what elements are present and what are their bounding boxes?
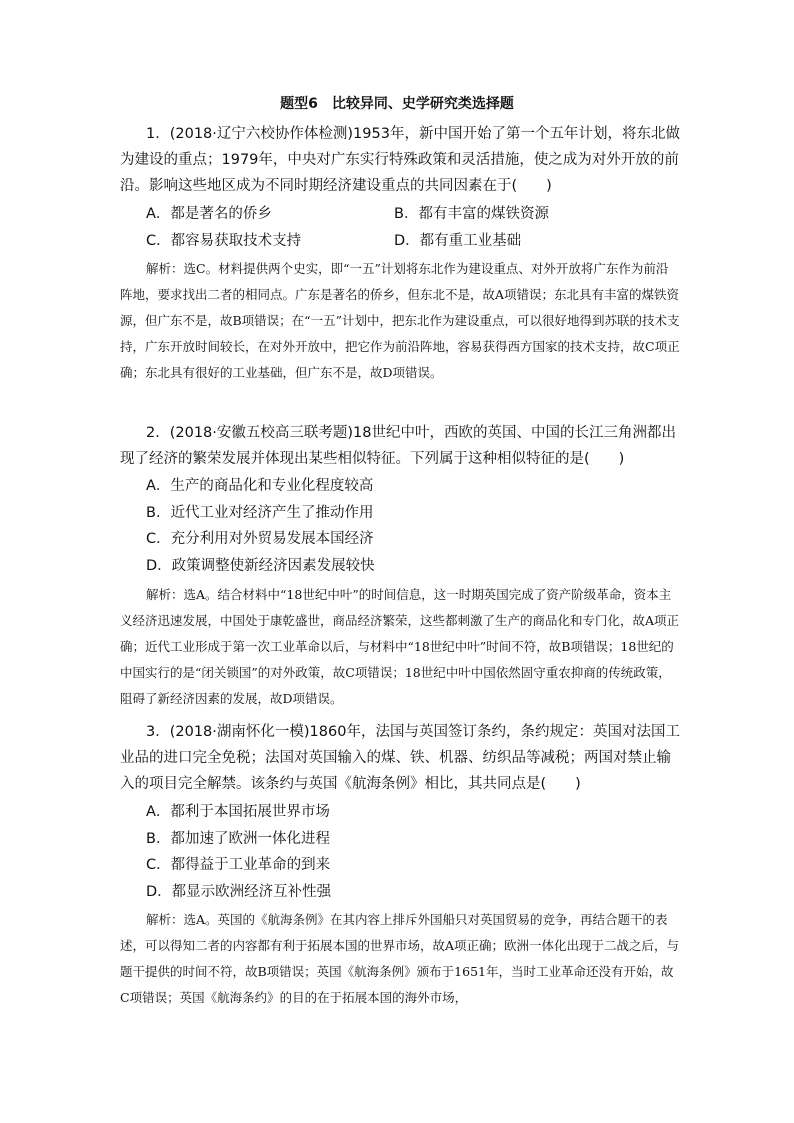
q2-option-a: A．生产的商品化和专业化程度较高 [146, 478, 374, 494]
question-2-options [146, 473, 680, 579]
q1-option-c: C．都容易获取技术支持 [146, 232, 302, 249]
question-3-analysis: 解析：选A。英国的《航海条例》在其内容上排斥外国船只对英国贸易的竞争，再结合题干的表述，可以得知二者的内容都有利于拓展本国的世界市场，故A项正确；欧洲一体化出现于二战之后，与题干提供的时间不符，故B项错误；英国《航海条例》颁布于1651年，当时工业革命还没有开始，故C项错误；英国《航海条约》的目的在于拓展本国的海外市场， [120, 912, 680, 1005]
question-1-stem: 1．(2018·辽宁六校协作体检测)1953年，新中国开始了第一个五年计划，将东北做为建设的重点；1979年，中央对广东实行特殊政策和灵活措施，使之成为对外开放的前沿。影响这些地区成为不同时期经济建设重点的共同因素在于( ) [120, 126, 680, 194]
q1-option-b: B．都有丰富的煤铁资源 [394, 206, 549, 222]
question-3 [120, 719, 680, 797]
question-2 [120, 420, 680, 472]
question-2-analysis: 解析：选A。结合材料中“18世纪中叶”的时间信息，这一时期英国完成了资产阶级革命，资本主义经济迅速发展，中国处于康乾盛世，商品经济繁荣，这些都刺激了生产的商品化和专门化，故A项正确；近代工业形成于第一次工业革命以后，与材料中“18世纪中叶”时间不符，故B项错误；18世纪的中国实行的是“闭关锁国”的对外政策，故C项错误；18世纪中叶中国依然固守重农抑商的传统政策，阻碍了新经济因素的发展，故D项错误。 [120, 587, 680, 706]
question-1-analysis: 解析：选C。材料提供两个史实，即“一五”计划将东北作为建设重点、对外开放将广东作为前沿阵地，要求找出二者的相同点。广东是著名的侨乡，但东北不是，故A项错误；东北具有丰富的煤铁资源，但广东不是，故B项错误；在“一五”计划中，把东北作为建设重点，可以很好地得到苏联的技术支持，广东开放时间较长，在对外开放中，把它作为前沿阵地，容易获得西方国家的技术支持，故C项正确；东北具有很好的工业基础，但广东不是，故D项错误。 [120, 261, 680, 380]
q2-option-d: D．政策调整使新经济因素发展较快 [146, 557, 375, 574]
question-3-options [146, 799, 680, 905]
q1-option-a: A．都是著名的侨乡 [146, 206, 272, 222]
q3-option-b: B．都加速了欧洲一体化进程 [146, 830, 330, 847]
q2-option-b: B．近代工业对经济产生了推动作用 [146, 504, 374, 521]
q3-option-c: C．都得益于工业革命的到来 [146, 857, 331, 873]
question-1-options [146, 201, 680, 254]
q2-option-c: C．充分利用对外贸易发展本国经济 [146, 531, 374, 547]
section-title: 题型6 比较异同、史学研究类选择题 [280, 96, 514, 112]
q1-option-d: D．都有重工业基础 [394, 232, 522, 249]
q3-option-a: A．都利于本国拓展世界市场 [146, 804, 330, 820]
q3-option-d: D．都显示欧洲经济互补性强 [146, 883, 332, 900]
question-1 [120, 121, 680, 199]
question-2-stem: 2．(2018·安徽五校高三联考题)18世纪中叶，西欧的英国、中国的长江三角洲都出现了经济的繁荣发展并体现出某些相似特征。下列属于这种相似特征的是( ) [120, 425, 676, 467]
question-3-stem: 3．(2018·湖南怀化一模)1860年，法国与英国签订条约，条约规定：英国对法国工业品的进口完全免税；法国对英国输入的煤、铁、机器、纺织品等减税；两国对禁止输入的项目完全解禁。该条约与英国《航海条例》相比，其共同点是( ) [120, 724, 680, 792]
